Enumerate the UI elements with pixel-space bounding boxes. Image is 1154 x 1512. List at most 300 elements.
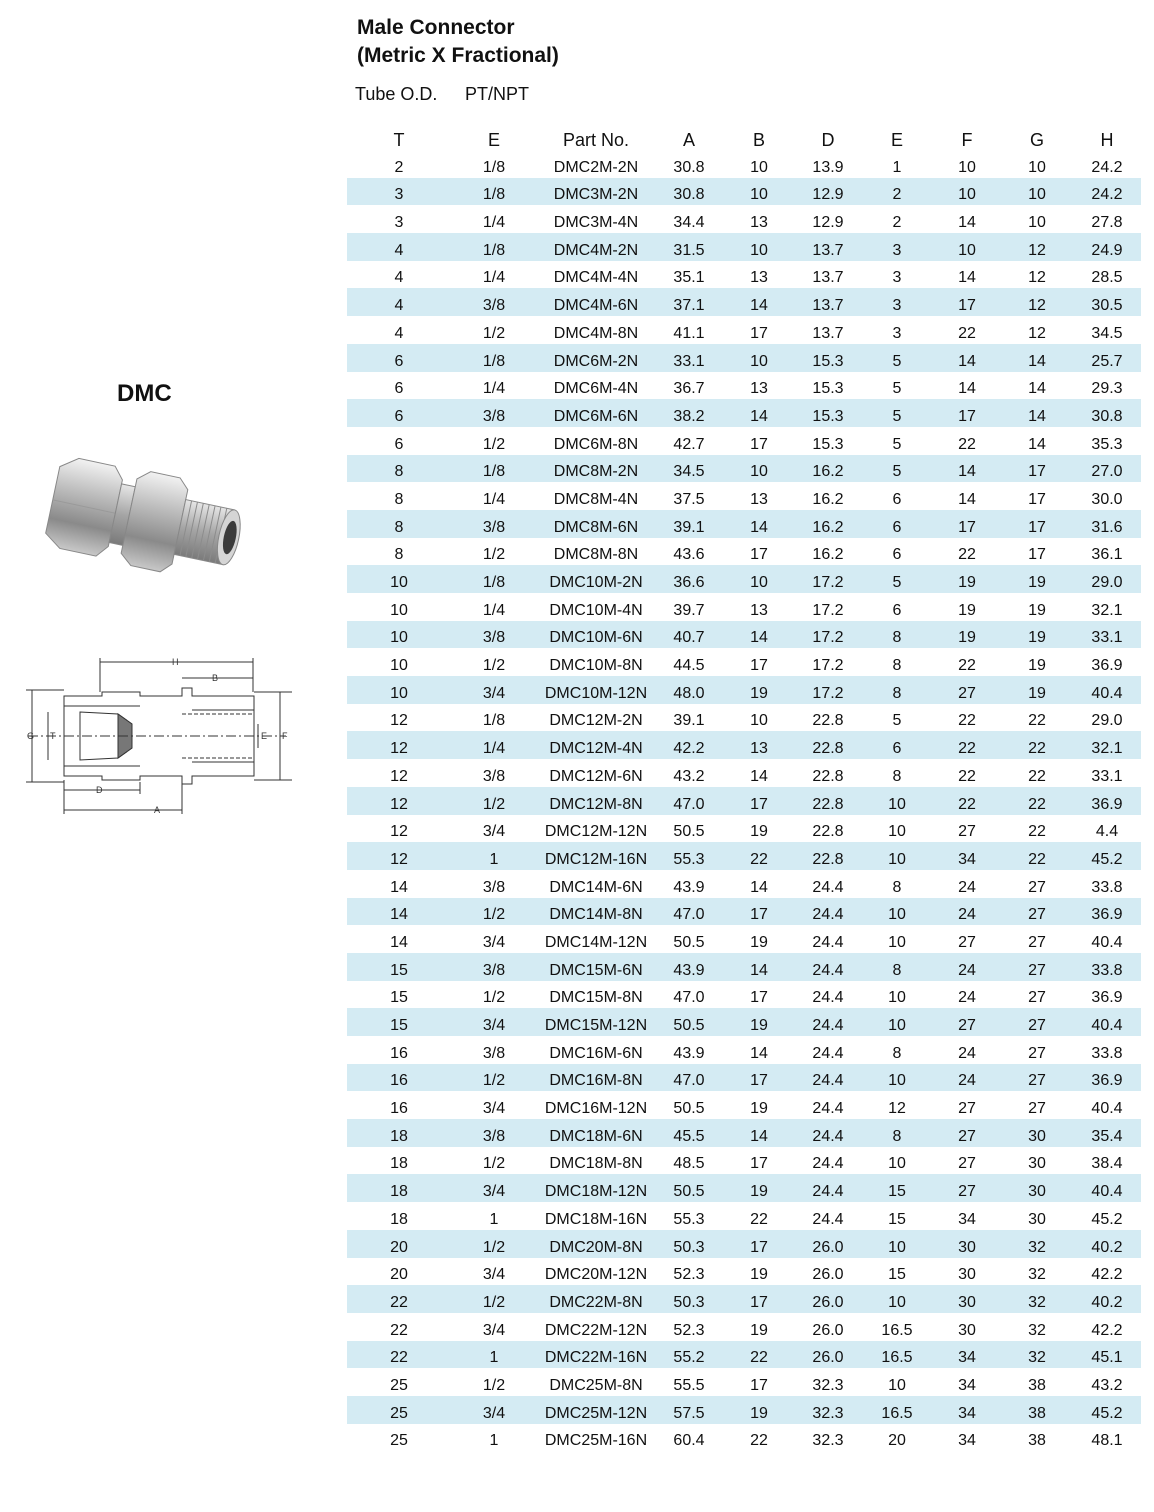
- cell-a: 42.7: [673, 435, 705, 453]
- cell-t: 18: [347, 1174, 451, 1202]
- cell-t: 4: [394, 269, 404, 287]
- cell-e-thread: 3/4: [451, 676, 537, 704]
- cell-a: 47.0: [655, 1064, 723, 1092]
- cell-t: 4: [347, 233, 451, 261]
- cell-part-no: DMC22M-8N: [537, 1285, 655, 1313]
- cell-d: 24.4: [812, 989, 844, 1007]
- cell-f: 14: [958, 269, 976, 287]
- cell-part-no: DMC10M-2N: [537, 565, 655, 593]
- cell-b: 17: [750, 546, 768, 564]
- cell-h: 30.8: [1073, 399, 1141, 427]
- cell-a: 33.1: [655, 344, 723, 372]
- cell-h: 29.3: [1091, 380, 1123, 398]
- table-row: [347, 399, 1141, 427]
- cell-g: 19: [1028, 657, 1046, 675]
- cell-t: 6: [394, 380, 404, 398]
- cell-d: 13.7: [812, 269, 844, 287]
- cell-t: 10: [390, 657, 408, 675]
- cell-f: 14: [958, 214, 976, 232]
- cell-part-no: DMC6M-8N: [553, 435, 639, 453]
- cell-e: 10: [888, 989, 906, 1007]
- cell-g: 27: [1001, 1008, 1073, 1036]
- cell-a: 43.9: [673, 1044, 705, 1062]
- cell-f: 30: [933, 1230, 1001, 1258]
- cell-f: 24: [933, 953, 1001, 981]
- cell-t: 20: [390, 1266, 408, 1284]
- cell-part-no: DMC3M-4N: [553, 214, 639, 232]
- cell-part-no: DMC8M-4N: [553, 490, 639, 508]
- label-h: H: [172, 657, 179, 667]
- cell-h: 45.2: [1073, 842, 1141, 870]
- table-row: [347, 1091, 1141, 1119]
- cell-h: 36.9: [1073, 787, 1141, 815]
- table-row: [347, 1396, 1141, 1424]
- cell-b: 14: [750, 878, 768, 896]
- cell-f: 27: [958, 1155, 976, 1173]
- cell-part-no: DMC10M-8N: [549, 657, 643, 675]
- cell-e: 5: [892, 712, 902, 730]
- cell-b: 17: [750, 657, 768, 675]
- cell-a: 50.5: [673, 933, 705, 951]
- label-t: T: [50, 731, 56, 741]
- cell-e: 5: [861, 344, 933, 372]
- cell-g: 10: [1001, 178, 1073, 206]
- cell-d: 24.4: [812, 933, 844, 951]
- cell-b: 13: [750, 214, 768, 232]
- table-row: [347, 510, 1141, 538]
- table-row: [347, 787, 1141, 815]
- cell-part-no: DMC12M-2N: [549, 712, 643, 730]
- cell-t: 20: [347, 1230, 451, 1258]
- cell-h: 43.2: [1091, 1376, 1123, 1394]
- cell-e: 6: [892, 601, 902, 619]
- cell-a: 44.5: [673, 657, 705, 675]
- cell-d: 22.8: [812, 823, 844, 841]
- cell-g: 27: [1028, 1100, 1046, 1118]
- cell-a: 45.5: [655, 1119, 723, 1147]
- cell-f: 24: [958, 878, 976, 896]
- cell-a: 50.3: [655, 1285, 723, 1313]
- cell-f: 14: [958, 490, 976, 508]
- col-header-part-no: Part No.: [562, 130, 630, 150]
- cell-part-no: DMC18M-16N: [544, 1210, 648, 1228]
- table-row: [347, 981, 1141, 1009]
- table-row: [347, 538, 1141, 566]
- cell-h: 33.8: [1091, 878, 1123, 896]
- cell-e-thread: 3/4: [482, 1100, 506, 1118]
- cell-h: 30.0: [1091, 490, 1123, 508]
- cell-e: 10: [861, 787, 933, 815]
- cell-h: 40.2: [1073, 1230, 1141, 1258]
- cell-d: 24.4: [795, 953, 861, 981]
- cell-f: 24: [933, 1064, 1001, 1092]
- cell-a: 50.5: [655, 1174, 723, 1202]
- cell-f: 22: [958, 657, 976, 675]
- title-line-1: Male Connector: [357, 16, 515, 39]
- cell-h: 48.1: [1091, 1432, 1123, 1450]
- cell-d: 17.2: [795, 621, 861, 649]
- cell-e-thread: 3/8: [451, 510, 537, 538]
- cell-b: 14: [723, 621, 795, 649]
- cell-f: 22: [958, 435, 976, 453]
- cell-d: 32.3: [812, 1432, 844, 1450]
- cell-h: 36.9: [1091, 657, 1123, 675]
- cell-e-thread: 1/8: [482, 158, 506, 176]
- cell-h: 45.2: [1073, 1396, 1141, 1424]
- cell-part-no: DMC16M-6N: [549, 1044, 643, 1062]
- cell-g: 30: [1001, 1174, 1073, 1202]
- cell-e-thread: 1/2: [451, 1285, 537, 1313]
- cell-b: 22: [750, 1210, 768, 1228]
- cell-part-no: DMC12M-6N: [549, 767, 643, 785]
- cell-part-no: DMC12M-16N: [537, 842, 655, 870]
- cell-b: 10: [723, 233, 795, 261]
- cell-f: 10: [933, 178, 1001, 206]
- cell-f: 10: [933, 233, 1001, 261]
- cell-e: 6: [892, 546, 902, 564]
- table-row: [347, 1230, 1141, 1258]
- cell-f: 19: [933, 565, 1001, 593]
- cell-g: 32: [1028, 1266, 1046, 1284]
- cell-f: 14: [933, 455, 1001, 483]
- cell-e-thread: 3/8: [451, 1119, 537, 1147]
- cell-f: 22: [958, 767, 976, 785]
- cell-a: 48.0: [655, 676, 723, 704]
- table-row: [347, 953, 1141, 981]
- label-f: F: [282, 731, 288, 741]
- cell-e-thread: 1/4: [482, 490, 506, 508]
- cell-d: 26.0: [812, 1266, 844, 1284]
- col-header-b: B: [752, 130, 765, 150]
- cell-b: 17: [750, 435, 768, 453]
- cell-d: 12.9: [812, 214, 844, 232]
- cell-t: 16: [390, 1100, 408, 1118]
- table-row: [347, 344, 1141, 372]
- cell-e: 10: [861, 898, 933, 926]
- table-header-row: [347, 106, 1141, 150]
- cell-g: 22: [1001, 731, 1073, 759]
- table-row: [347, 178, 1141, 206]
- cell-t: 10: [347, 621, 451, 649]
- cell-h: 24.9: [1073, 233, 1141, 261]
- table-row: [347, 1064, 1141, 1092]
- cell-part-no: DMC8M-8N: [553, 546, 639, 564]
- cell-h: 28.5: [1091, 269, 1123, 287]
- cell-d: 24.4: [795, 898, 861, 926]
- cell-h: 42.2: [1091, 1266, 1123, 1284]
- cell-e: 8: [892, 878, 902, 896]
- table-row: [347, 1008, 1141, 1036]
- cell-g: 14: [1001, 399, 1073, 427]
- cell-part-no: DMC25M-12N: [537, 1396, 655, 1424]
- cell-a: 30.8: [673, 158, 705, 176]
- cell-e-thread: 1/2: [482, 657, 506, 675]
- cell-h: 35.3: [1091, 435, 1123, 453]
- table-row: [347, 1202, 1141, 1230]
- cell-f: 22: [958, 324, 976, 342]
- cell-g: 17: [1028, 490, 1046, 508]
- cell-h: 40.4: [1073, 676, 1141, 704]
- cell-b: 19: [723, 1396, 795, 1424]
- table-row: [347, 1174, 1141, 1202]
- cell-d: 32.3: [812, 1376, 844, 1394]
- cell-h: 40.4: [1091, 933, 1123, 951]
- cell-g: 14: [1028, 380, 1046, 398]
- cell-a: 43.6: [673, 546, 705, 564]
- cell-e: 5: [892, 435, 902, 453]
- cell-t: 22: [390, 1321, 408, 1339]
- cell-a: 55.2: [655, 1341, 723, 1369]
- col-header-h: H: [1100, 130, 1114, 150]
- cell-part-no: DMC10M-6N: [537, 621, 655, 649]
- cell-f: 27: [933, 1119, 1001, 1147]
- cell-t: 25: [347, 1396, 451, 1424]
- cell-part-no: DMC20M-8N: [537, 1230, 655, 1258]
- cell-h: 38.4: [1091, 1155, 1123, 1173]
- cell-t: 15: [347, 1008, 451, 1036]
- cell-t: 25: [390, 1376, 408, 1394]
- cell-d: 15.3: [812, 435, 844, 453]
- cell-b: 17: [723, 1064, 795, 1092]
- cell-h: 36.9: [1073, 898, 1141, 926]
- cell-e: 10: [861, 1285, 933, 1313]
- cell-d: 22.8: [795, 731, 861, 759]
- cell-b: 19: [723, 676, 795, 704]
- cell-part-no: DMC10M-4N: [549, 601, 643, 619]
- cell-d: 15.3: [812, 380, 844, 398]
- cell-e-thread: 1/2: [482, 546, 506, 564]
- cell-h: 40.4: [1073, 1008, 1141, 1036]
- cell-e-thread: 3/4: [482, 823, 506, 841]
- cell-part-no: DMC6M-2N: [537, 344, 655, 372]
- cell-part-no: DMC12M-4N: [537, 731, 655, 759]
- cell-e-thread: 3/4: [451, 1396, 537, 1424]
- cell-e: 10: [888, 1155, 906, 1173]
- cell-a: 50.5: [655, 1008, 723, 1036]
- cell-d: 16.2: [795, 455, 861, 483]
- cell-b: 19: [723, 1008, 795, 1036]
- cell-part-no: DMC4M-8N: [553, 324, 639, 342]
- cell-t: 4: [394, 324, 404, 342]
- cell-e-thread: 1: [489, 1432, 499, 1450]
- cell-part-no: DMC15M-8N: [549, 989, 643, 1007]
- cell-e: 10: [861, 842, 933, 870]
- cell-d: 13.7: [812, 324, 844, 342]
- cell-g: 17: [1001, 455, 1073, 483]
- cell-h: 36.9: [1091, 989, 1123, 1007]
- cell-f: 22: [958, 712, 976, 730]
- cell-t: 2: [394, 158, 404, 176]
- table-row: [347, 925, 1141, 953]
- cell-a: 55.3: [673, 1210, 705, 1228]
- cell-t: 6: [347, 344, 451, 372]
- cell-part-no: DMC14M-8N: [537, 898, 655, 926]
- cell-e: 2: [861, 178, 933, 206]
- cell-d: 24.4: [812, 1044, 844, 1062]
- cell-d: 17.2: [812, 657, 844, 675]
- cell-a: 34.5: [655, 455, 723, 483]
- cell-d: 16.2: [795, 510, 861, 538]
- cell-h: 45.1: [1073, 1341, 1141, 1369]
- cell-h: 29.0: [1091, 712, 1123, 730]
- cell-e-thread: 1/2: [451, 787, 537, 815]
- cell-t: 6: [394, 435, 404, 453]
- cell-e-thread: 1/2: [451, 898, 537, 926]
- cell-e-thread: 1/2: [482, 1376, 506, 1394]
- cell-e-thread: 3/8: [451, 621, 537, 649]
- cell-h: 40.4: [1091, 1100, 1123, 1118]
- cell-a: 36.6: [655, 565, 723, 593]
- cell-part-no: DMC25M-8N: [549, 1376, 643, 1394]
- cell-g: 19: [1001, 621, 1073, 649]
- cell-g: 22: [1028, 767, 1046, 785]
- cell-t: 8: [347, 455, 451, 483]
- cell-a: 60.4: [673, 1432, 705, 1450]
- cell-e-thread: 1: [489, 1210, 499, 1228]
- cell-b: 19: [750, 933, 768, 951]
- cell-d: 26.0: [795, 1230, 861, 1258]
- cell-t: 8: [394, 490, 404, 508]
- table-row: [347, 815, 1141, 843]
- label-b: B: [212, 673, 219, 683]
- cell-b: 22: [723, 1341, 795, 1369]
- cell-b: 10: [723, 178, 795, 206]
- cell-e-thread: 1/2: [482, 324, 506, 342]
- cell-d: 24.4: [795, 1064, 861, 1092]
- cell-e-thread: 1/8: [451, 178, 537, 206]
- cell-h: 31.6: [1073, 510, 1141, 538]
- cell-b: 22: [750, 1432, 768, 1450]
- cell-part-no: DMC18M-12N: [537, 1174, 655, 1202]
- cell-f: 34: [958, 1432, 976, 1450]
- table-row: [347, 316, 1141, 344]
- cell-e-thread: 1/2: [451, 1064, 537, 1092]
- cell-a: 39.1: [673, 712, 705, 730]
- cell-f: 17: [933, 399, 1001, 427]
- cell-e-thread: 1/4: [482, 269, 506, 287]
- cell-d: 24.4: [795, 1008, 861, 1036]
- dimension-drawing: [22, 652, 294, 820]
- cell-t: 22: [347, 1285, 451, 1313]
- cell-e: 5: [892, 380, 902, 398]
- cell-e: 2: [892, 214, 902, 232]
- cell-g: 10: [1028, 158, 1046, 176]
- label-g: G: [27, 731, 35, 741]
- table-row: [347, 482, 1141, 510]
- cell-part-no: DMC18M-8N: [549, 1155, 643, 1173]
- cell-e-thread: 3/4: [482, 1266, 506, 1284]
- cell-a: 50.3: [655, 1230, 723, 1258]
- cell-g: 17: [1028, 546, 1046, 564]
- cell-f: 17: [933, 288, 1001, 316]
- cell-e: 6: [861, 510, 933, 538]
- cell-f: 34: [958, 1210, 976, 1228]
- cell-e-thread: 3/8: [482, 767, 506, 785]
- cell-d: 17.2: [795, 676, 861, 704]
- cell-part-no: DMC16M-12N: [544, 1100, 648, 1118]
- table-row: [347, 372, 1141, 400]
- table-row: [347, 898, 1141, 926]
- cell-h: 40.4: [1073, 1174, 1141, 1202]
- cell-h: 36.1: [1091, 546, 1123, 564]
- cell-b: 17: [723, 787, 795, 815]
- table-row: [347, 150, 1141, 178]
- cell-f: 30: [933, 1285, 1001, 1313]
- col-header-f: F: [961, 130, 973, 150]
- cell-f: 30: [958, 1266, 976, 1284]
- cell-b: 14: [723, 399, 795, 427]
- cell-g: 38: [1001, 1396, 1073, 1424]
- cell-t: 12: [347, 731, 451, 759]
- cell-a: 43.9: [655, 953, 723, 981]
- cell-g: 32: [1028, 1321, 1046, 1339]
- cell-f: 27: [958, 1100, 976, 1118]
- cell-d: 26.0: [795, 1285, 861, 1313]
- cell-b: 17: [750, 989, 768, 1007]
- cell-e: 15: [888, 1210, 906, 1228]
- model-code: DMC: [117, 380, 172, 407]
- cell-a: 50.5: [673, 823, 705, 841]
- cell-t: 15: [347, 953, 451, 981]
- cell-part-no: DMC20M-12N: [544, 1266, 648, 1284]
- table-row: [347, 648, 1141, 676]
- cell-f: 22: [933, 731, 1001, 759]
- cell-f: 22: [933, 787, 1001, 815]
- cell-g: 22: [1001, 842, 1073, 870]
- cell-b: 14: [723, 288, 795, 316]
- cell-e: 10: [888, 1376, 906, 1394]
- cell-g: 27: [1028, 933, 1046, 951]
- cell-b: 19: [750, 1100, 768, 1118]
- cell-a: 36.7: [673, 380, 705, 398]
- table-row: [347, 1368, 1141, 1396]
- cell-g: 12: [1028, 324, 1046, 342]
- col-header-a: A: [682, 130, 695, 150]
- cell-t: 10: [347, 676, 451, 704]
- table-row: [347, 731, 1141, 759]
- table-row: [347, 676, 1141, 704]
- cell-h: 32.1: [1073, 731, 1141, 759]
- cell-t: 14: [347, 898, 451, 926]
- cell-a: 52.3: [673, 1266, 705, 1284]
- cell-t: 10: [390, 601, 408, 619]
- cell-e: 8: [861, 676, 933, 704]
- cell-part-no: DMC22M-12N: [544, 1321, 648, 1339]
- table-row: [347, 427, 1141, 455]
- cell-a: 55.5: [673, 1376, 705, 1394]
- cell-part-no: DMC12M-12N: [544, 823, 648, 841]
- cell-e: 8: [892, 657, 902, 675]
- cell-part-no: DMC6M-4N: [553, 380, 639, 398]
- table-row: [347, 288, 1141, 316]
- cell-g: 12: [1001, 233, 1073, 261]
- cell-d: 22.8: [795, 842, 861, 870]
- cell-a: 47.0: [655, 898, 723, 926]
- cell-h: 45.2: [1091, 1210, 1123, 1228]
- cell-e-thread: 1/4: [482, 601, 506, 619]
- cell-g: 32: [1001, 1341, 1073, 1369]
- cell-f: 27: [958, 933, 976, 951]
- cell-h: 33.8: [1073, 953, 1141, 981]
- table-row: [347, 1147, 1141, 1175]
- dimension-table: [347, 106, 1141, 1451]
- cell-e-thread: 3/4: [482, 1321, 506, 1339]
- cell-b: 17: [750, 324, 768, 342]
- label-e: E: [261, 731, 268, 741]
- cell-part-no: DMC14M-12N: [544, 933, 648, 951]
- cell-e: 10: [861, 1230, 933, 1258]
- cell-g: 32: [1001, 1285, 1073, 1313]
